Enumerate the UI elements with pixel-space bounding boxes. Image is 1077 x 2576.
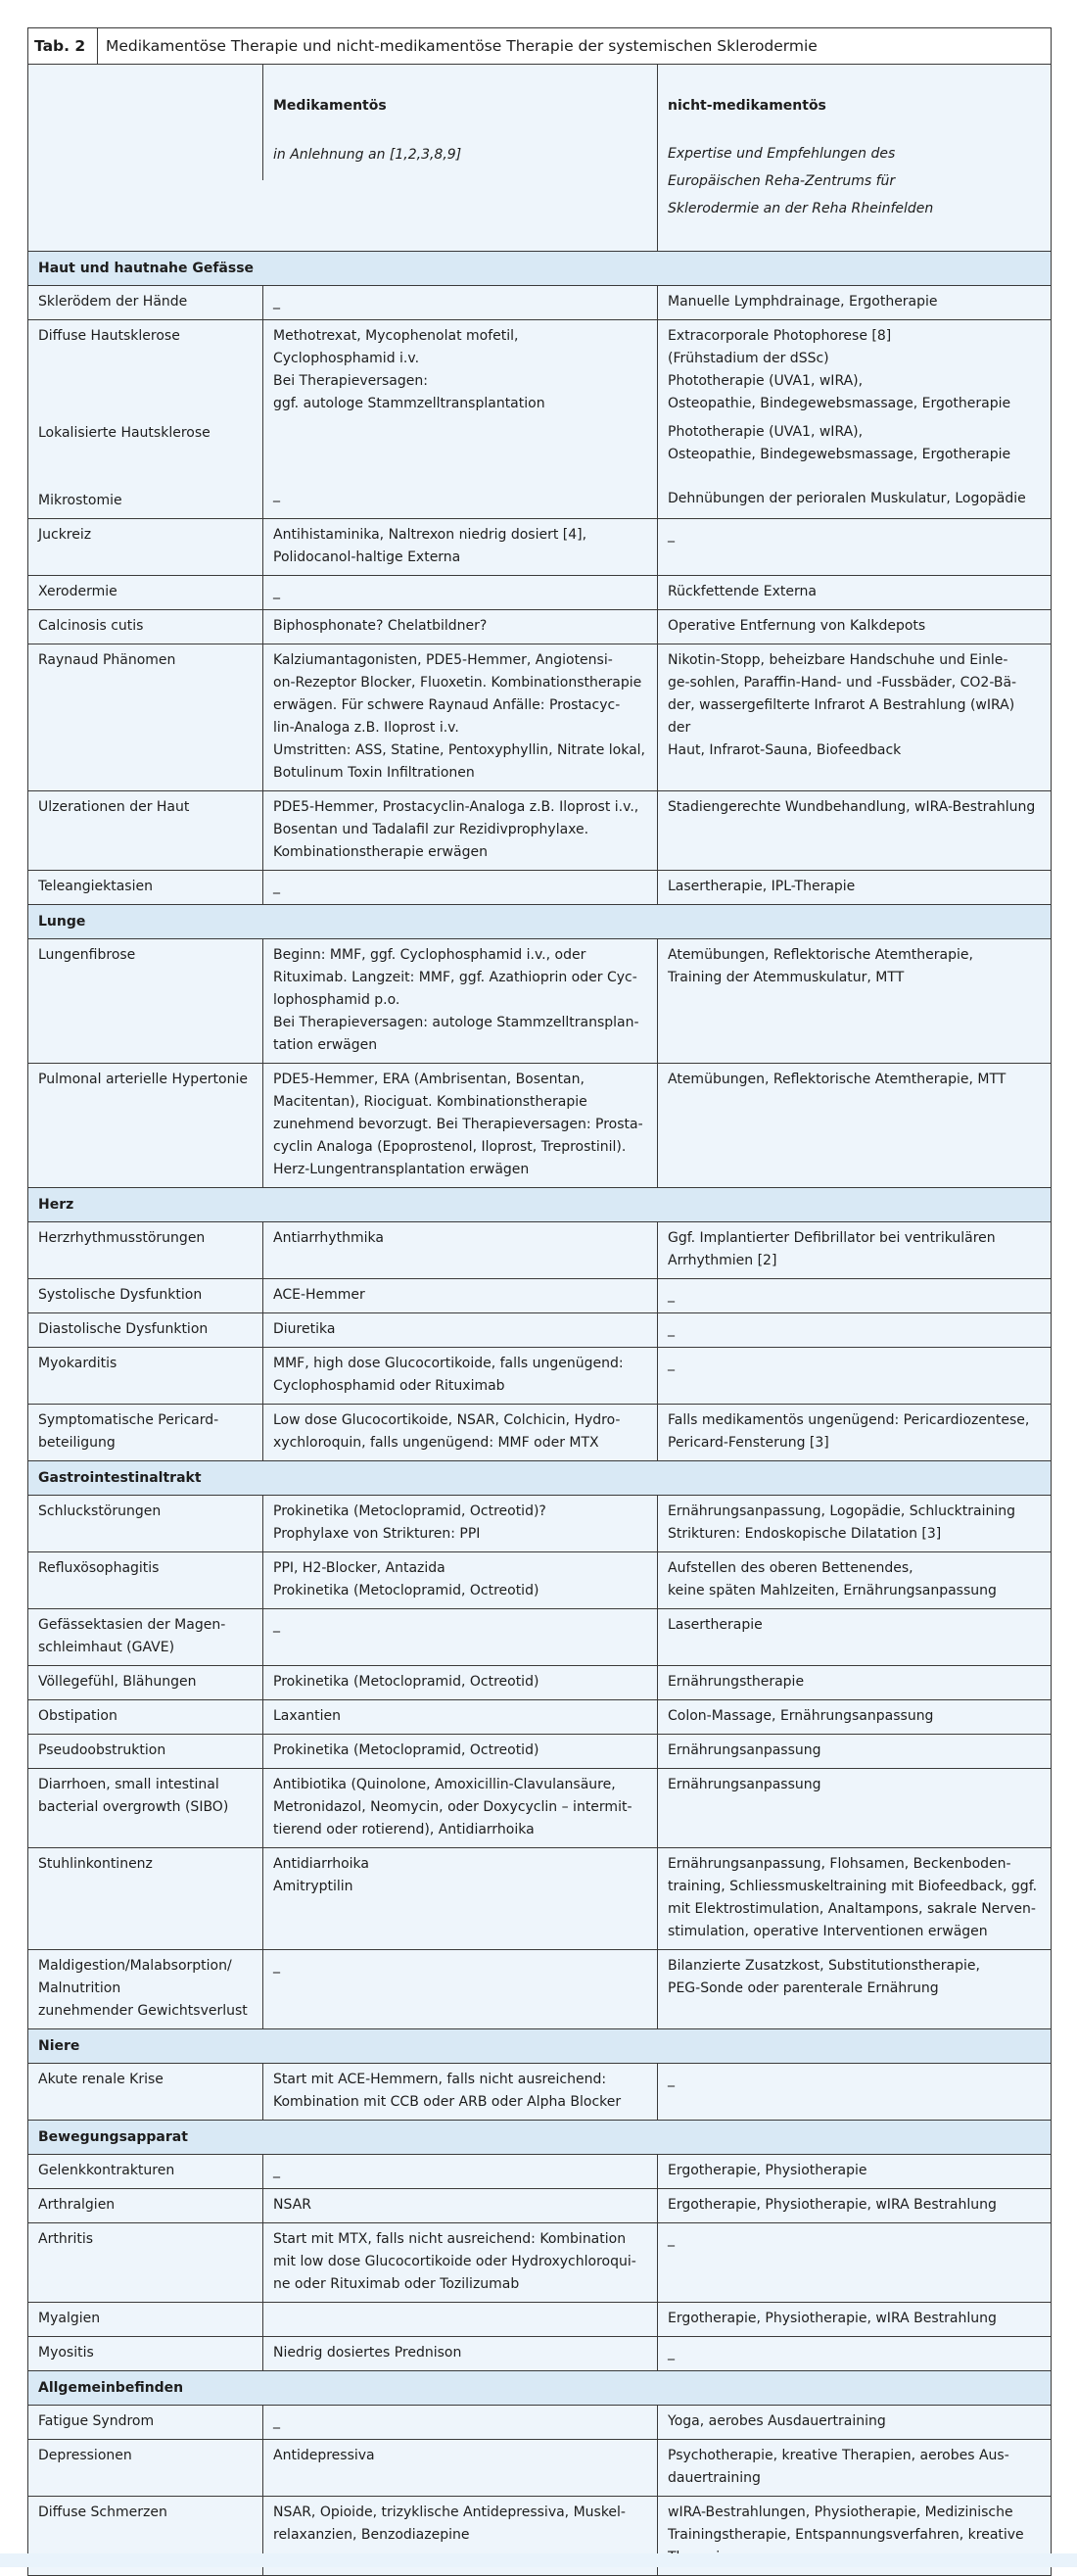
row-non-medication: _ bbox=[668, 1287, 675, 1303]
section-gastrointestinaltrakt: Gastrointestinaltrakt bbox=[28, 1460, 1051, 1495]
row-non-medication: _ bbox=[668, 2231, 675, 2247]
row-medication: Diuretika bbox=[263, 1313, 658, 1347]
row-non-medication: Aufstellen des oberen Bettenendes, keine späten Mahlzeiten, Ernährungsanpassung bbox=[668, 1560, 997, 1598]
table-row bbox=[28, 1665, 1051, 1699]
table-row bbox=[28, 1404, 1051, 1460]
row-label: Obstipation bbox=[28, 1700, 263, 1734]
row-medication: Methotrexat, Mycophenolat mofetil, Cyclophosphamid i.v. Bei Therapieversagen: ggf. autologe Stammzelltransplantation bbox=[273, 328, 545, 411]
row-medication: Low dose Glucocortikoide, NSAR, Colchicin, Hydro- xychloroquin, falls ungenügend: MMF oder MTX bbox=[263, 1405, 658, 1460]
row-label: Teleangiektasien bbox=[28, 871, 263, 904]
row-medication: Antidepressiva bbox=[263, 2440, 658, 2496]
table-row bbox=[28, 285, 1051, 319]
table-row bbox=[28, 1768, 1051, 1847]
table-row bbox=[28, 2302, 1051, 2336]
row-medication: ACE-Hemmer bbox=[263, 1279, 658, 1312]
row-medication: _ bbox=[263, 1609, 658, 1665]
row-label: Arthralgien bbox=[28, 2189, 263, 2222]
header-med-title: Medikamentös bbox=[273, 98, 387, 114]
table-row bbox=[28, 575, 1051, 609]
row-label: Gefässektasien der Magen- schleimhaut (GAVE) bbox=[28, 1609, 263, 1665]
table-row bbox=[28, 938, 1051, 1063]
row-medication: _ bbox=[263, 1950, 658, 2028]
row-label: Ulzerationen der Haut bbox=[28, 791, 263, 870]
table-row bbox=[28, 1608, 1051, 1665]
row-non-medication: Ernährungsanpassung, Flohsamen, Beckenboden- training, Schliessmuskeltraining mit Biofeedback, ggf. mit Elektrostimulation, Analtampons, sakrale Nerven- stimulation, operative Interventionen erwägen bbox=[668, 1856, 1038, 1939]
header-medikamentoes bbox=[263, 65, 658, 251]
row-non-medication: Ernährungstherapie bbox=[668, 1674, 805, 1690]
table-row bbox=[28, 1221, 1051, 1278]
row-label: Lokalisierte Hautsklerose bbox=[38, 425, 211, 441]
row-label: Myalgien bbox=[28, 2303, 263, 2336]
row-label: Juckreiz bbox=[28, 519, 263, 575]
row-non-medication: Falls medikamentös ungenügend: Pericardiozentese, Pericard-Fensterung [3] bbox=[668, 1412, 1030, 1451]
row-label: Diffuse Hautsklerose bbox=[38, 328, 180, 344]
table-row bbox=[28, 1551, 1051, 1608]
row-medication: _ bbox=[263, 871, 658, 904]
row-non-medication: _ bbox=[668, 2345, 675, 2361]
header-med-note: in Anlehnung an [1,2,3,8,9] bbox=[273, 147, 462, 163]
row-medication-group bbox=[263, 320, 658, 518]
header-empty-cell bbox=[28, 65, 263, 180]
row-medication: Antihistaminika, Naltrexon niedrig dosiert [4], Polidocanol-haltige Externa bbox=[263, 519, 658, 575]
table-row bbox=[28, 1734, 1051, 1768]
row-label: Myokarditis bbox=[28, 1348, 263, 1404]
row-label: Pulmonal arterielle Hypertonie bbox=[28, 1064, 263, 1187]
row-non-medication: Bilanzierte Zusatzkost, Substitutionstherapie, PEG-Sonde oder parenterale Ernährung bbox=[668, 1958, 980, 1996]
row-non-medication: Operative Entfernung von Kalkdepots bbox=[668, 618, 926, 634]
table-row bbox=[28, 1347, 1051, 1404]
row-medication: Start mit MTX, falls nicht ausreichend: Kombination mit low dose Glucocortikoide oder Hydroxychloroqui- ne oder Rituximab oder Tozilizumab bbox=[263, 2223, 658, 2302]
row-medication bbox=[263, 2303, 658, 2336]
row-non-medication: Rückfettende Externa bbox=[668, 584, 817, 599]
row-label: Völlegefühl, Blähungen bbox=[28, 1666, 263, 1699]
table-row bbox=[28, 1278, 1051, 1312]
row-non-medication: Ernährungsanpassung, Logopädie, Schlucktraining Strikturen: Endoskopische Dilatation [3] bbox=[668, 1503, 1015, 1542]
table-caption bbox=[28, 28, 1051, 65]
row-medication: Prokinetika (Metoclopramid, Octreotid)? Prophylaxe von Strikturen: PPI bbox=[263, 1496, 658, 1551]
row-non-medication: Nikotin-Stopp, beheizbare Handschuhe und Einle- ge-sohlen, Paraffin-Hand- und -Fussbäder, CO2-Bä- der, wassergefilterte Infrarot A Bestrahlung (wIRA) der Haut, Infrarot-Sauna, Biofeedback bbox=[668, 652, 1017, 758]
row-medication: _ bbox=[273, 487, 280, 502]
row-medication: Biphosphonate? Chelatbildner? bbox=[263, 610, 658, 644]
row-non-medication: Stadiengerechte Wundbehandlung, wIRA-Bestrahlung bbox=[668, 799, 1036, 815]
row-label: Xerodermie bbox=[28, 576, 263, 609]
row-non-medication: Dehnübungen der perioralen Muskulatur, Logopädie bbox=[668, 491, 1026, 506]
row-non-medication: Lasertherapie bbox=[668, 1617, 763, 1633]
row-label: Diastolische Dysfunktion bbox=[28, 1313, 263, 1347]
section-herz: Herz bbox=[28, 1187, 1051, 1221]
row-medication: Antidiarrhoika Amitryptilin bbox=[263, 1848, 658, 1949]
row-medication: _ bbox=[263, 2155, 658, 2188]
row-non-medication: _ bbox=[668, 1356, 675, 1371]
table-row bbox=[28, 2154, 1051, 2188]
row-label: Symptomatische Pericard- beteiligung bbox=[28, 1405, 263, 1460]
row-non-medication: wIRA-Bestrahlungen, Physiotherapie, Medizinische Trainingstherapie, Entspannungsverfahren, kreative bbox=[668, 2504, 1024, 2543]
row-label: Diffuse Schmerzen bbox=[28, 2497, 263, 2575]
header-nicht-medikamentoes bbox=[658, 65, 1049, 251]
header-nonmed-note: Expertise und Empfehlungen des Europäischen Reha-Zentrums für Sklerodermie an der Reha Rheinfelden bbox=[668, 146, 934, 216]
row-medication: Antiarrhythmika bbox=[263, 1222, 658, 1278]
row-medication: NSAR bbox=[263, 2189, 658, 2222]
section-niere: Niere bbox=[28, 2028, 1051, 2063]
row-non-medication: Manuelle Lymphdrainage, Ergotherapie bbox=[668, 294, 938, 310]
table-label: Tab. 2 bbox=[28, 28, 98, 64]
row-label: Fatigue Syndrom bbox=[28, 2406, 263, 2439]
row-medication: PPI, H2-Blocker, Antazida Prokinetika (Metoclopramid, Octreotid) bbox=[263, 1552, 658, 1608]
row-label: Raynaud Phänomen bbox=[28, 644, 263, 790]
row-medication: PDE5-Hemmer, Prostacyclin-Analoga z.B. Iloprost i.v., Bosentan und Tadalafil zur Rezidivprophylaxe. Kombinationstherapie erwägen bbox=[263, 791, 658, 870]
table-row bbox=[28, 790, 1051, 870]
section-haut: Haut und hautnahe Gefässe bbox=[28, 251, 1051, 285]
row-label: Schluckstörungen bbox=[28, 1496, 263, 1551]
table-row bbox=[28, 2405, 1051, 2439]
row-label: Pseudoobstruktion bbox=[28, 1735, 263, 1768]
bottom-band bbox=[0, 2553, 1077, 2567]
row-medication: Prokinetika (Metoclopramid, Octreotid) bbox=[263, 1735, 658, 1768]
row-label: Akute renale Krise bbox=[28, 2064, 263, 2120]
table-row bbox=[28, 1847, 1051, 1949]
row-label: Herzrhythmusstörungen bbox=[28, 1222, 263, 1278]
section-allgemeinbefinden: Allgemeinbefinden bbox=[28, 2370, 1051, 2405]
row-medication: Niedrig dosiertes Prednison bbox=[263, 2337, 658, 2370]
row-medication: Laxantien bbox=[263, 1700, 658, 1734]
row-medication: _ bbox=[263, 2406, 658, 2439]
row-label: Diarrhoen, small intestinal bacterial overgrowth (SIBO) bbox=[28, 1769, 263, 1847]
row-medication: Kalziumantagonisten, PDE5-Hemmer, Angiotensi- on-Rezeptor Blocker, Fluoxetin. Kombinationstherapie erwägen. Für schwere Raynaud Anfälle: Prostacyc- lin-Analoga z.B. Iloprost i.v. Umstritten: ASS, Statine, Pentoxyphyllin, Nitrate lokal, Botulinum Toxin Infiltrationen bbox=[263, 644, 658, 790]
table-row bbox=[28, 1699, 1051, 1734]
table-row bbox=[28, 644, 1051, 790]
therapy-table bbox=[27, 27, 1052, 2576]
table-row bbox=[28, 518, 1051, 575]
row-non-medication: _ bbox=[668, 2072, 675, 2087]
row-label: Myositis bbox=[28, 2337, 263, 2370]
row-non-medication: Yoga, aerobes Ausdauertraining bbox=[668, 2413, 886, 2429]
row-non-medication: Atemübungen, Reflektorische Atemtherapie, MTT bbox=[668, 1072, 1007, 1087]
row-label: Systolische Dysfunktion bbox=[28, 1279, 263, 1312]
row-non-medication: Phototherapie (UVA1, wIRA), Osteopathie, Bindegewebsmassage, Ergotherapie bbox=[668, 424, 1011, 462]
table-title: Medikamentöse Therapie und nicht-medikamentöse Therapie der systemischen Sklerodermie bbox=[106, 37, 818, 55]
header-nonmed-title: nicht-medikamentös bbox=[668, 98, 826, 114]
row-medication: Beginn: MMF, ggf. Cyclophosphamid i.v., oder Rituximab. Langzeit: MMF, ggf. Azathioprin oder Cyc- lophosphamid p.o. Bei Therapieversagen: autologe Stammzelltransplan- tation erwägen bbox=[263, 939, 658, 1063]
row-medication: NSAR, Opioide, trizyklische Antidepressiva, Muskel- relaxanzien, Benzodiazepine bbox=[263, 2497, 658, 2575]
row-label: Gelenkkontrakturen bbox=[28, 2155, 263, 2188]
row-non-medication: Psychotherapie, kreative Therapien, aerobes Aus- dauertraining bbox=[668, 2448, 1009, 2486]
table-row bbox=[28, 2222, 1051, 2302]
table-row bbox=[28, 870, 1051, 904]
table-row bbox=[28, 319, 1051, 518]
table-row bbox=[28, 1063, 1051, 1187]
row-non-medication: Ergotherapie, Physiotherapie, wIRA Bestrahlung bbox=[668, 2197, 997, 2213]
row-label: Refluxösophagitis bbox=[28, 1552, 263, 1608]
table-row bbox=[28, 2188, 1051, 2222]
row-non-medication: Ernährungsanpassung bbox=[668, 1742, 821, 1758]
table-row bbox=[28, 1495, 1051, 1551]
row-label: Lungenfibrose bbox=[28, 939, 263, 1063]
row-label: Stuhlinkontinenz bbox=[28, 1848, 263, 1949]
table-row bbox=[28, 2336, 1051, 2370]
table-row bbox=[28, 2063, 1051, 2120]
section-bewegungsapparat: Bewegungsapparat bbox=[28, 2120, 1051, 2154]
row-medication: Start mit ACE-Hemmern, falls nicht ausreichend: Kombination mit CCB oder ARB oder Alpha Blocker bbox=[263, 2064, 658, 2120]
table-row bbox=[28, 2439, 1051, 2496]
row-label: Arthritis bbox=[28, 2223, 263, 2302]
row-medication: Antibiotika (Quinolone, Amoxicillin-Clavulansäure, Metronidazol, Neomycin, oder Doxycyclin – intermit- tierend oder rotierend), Antidiarrhoika bbox=[263, 1769, 658, 1847]
row-medication: PDE5-Hemmer, ERA (Ambrisentan, Bosentan, Macitentan), Riociguat. Kombinationstherapie zunehmend bevorzugt. Bei Therapieversagen: Prosta- cyclin Analoga (Epoprostenol, Iloprost, Treprostinil). Herz-Lungentransplantation erwägen bbox=[263, 1064, 658, 1187]
row-label: Depressionen bbox=[28, 2440, 263, 2496]
row-medication: _ bbox=[263, 576, 658, 609]
row-label: Calcinosis cutis bbox=[28, 610, 263, 644]
row-medication: MMF, high dose Glucocortikoide, falls ungenügend: Cyclophosphamid oder Rituximab bbox=[263, 1348, 658, 1404]
row-non-medication: _ bbox=[668, 527, 675, 543]
row-non-medication: Ggf. Implantierter Defibrillator bei ventrikulären Arrhythmien [2] bbox=[668, 1230, 996, 1268]
table-row bbox=[28, 1949, 1051, 2028]
row-non-medication: Lasertherapie, IPL-Therapie bbox=[668, 879, 856, 894]
row-non-medication: Colon-Massage, Ernährungsanpassung bbox=[668, 1708, 934, 1724]
table-row bbox=[28, 609, 1051, 644]
row-non-medication: Ernährungsanpassung bbox=[668, 1777, 821, 1792]
table-header-row bbox=[28, 65, 1051, 251]
row-non-medication: Atemübungen, Reflektorische Atemtherapie, Training der Atemmuskulatur, MTT bbox=[668, 947, 973, 985]
row-non-medication-group bbox=[658, 320, 1049, 518]
row-label: Maldigestion/Malabsorption/ Malnutrition zunehmender Gewichtsverlust bbox=[28, 1950, 263, 2028]
row-non-medication: Extracorporale Photophorese [8] (Frühstadium der dSSc) Phototherapie (UVA1, wIRA), Osteopathie, Bindegewebsmassage, Ergotherapie bbox=[668, 328, 1011, 411]
section-lunge: Lunge bbox=[28, 904, 1051, 938]
row-non-medication: Ergotherapie, Physiotherapie bbox=[668, 2163, 867, 2178]
row-label: Sklerödem der Hände bbox=[28, 286, 263, 319]
row-label-group bbox=[28, 320, 263, 518]
row-label: Mikrostomie bbox=[38, 493, 122, 508]
row-non-medication: Ergotherapie, Physiotherapie, wIRA Bestrahlung bbox=[668, 2311, 997, 2326]
row-medication bbox=[263, 421, 657, 484]
table-row bbox=[28, 1312, 1051, 1347]
row-medication: Prokinetika (Metoclopramid, Octreotid) bbox=[263, 1666, 658, 1699]
row-medication: _ bbox=[263, 286, 658, 319]
row-non-medication: _ bbox=[668, 1321, 675, 1337]
